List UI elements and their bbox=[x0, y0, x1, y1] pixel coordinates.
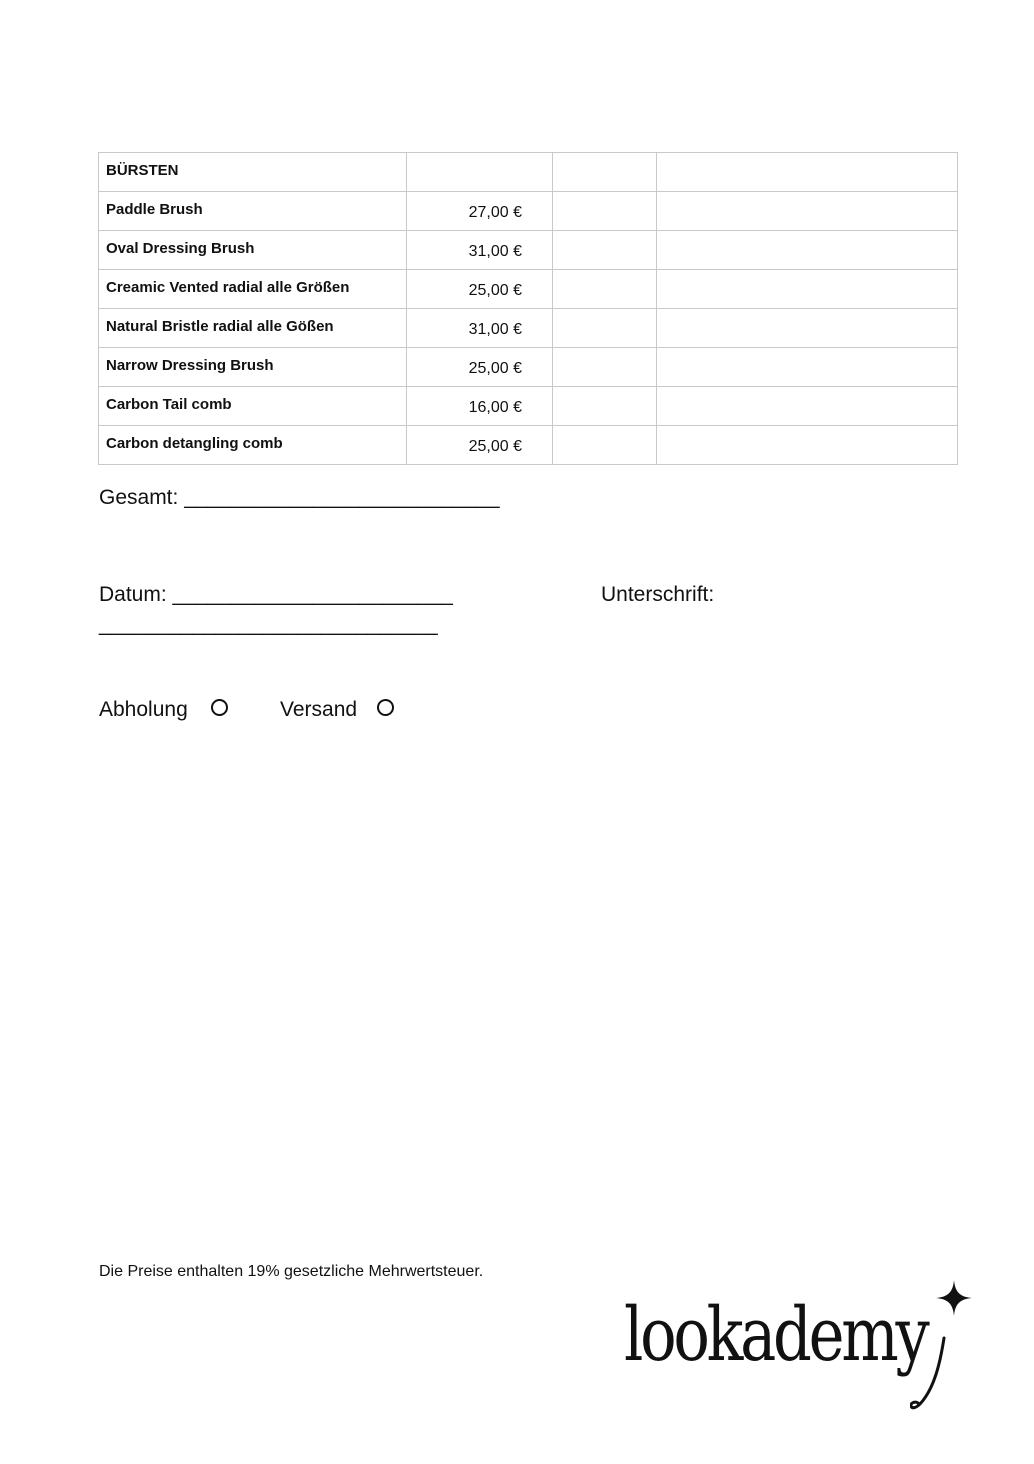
product-price: 16,00 € bbox=[407, 387, 553, 426]
notes-cell[interactable] bbox=[657, 309, 958, 348]
price-cell bbox=[407, 153, 553, 192]
table-row bbox=[99, 348, 958, 387]
signature-line[interactable]: _____________________________ bbox=[99, 613, 438, 636]
notes-cell[interactable] bbox=[657, 192, 958, 231]
table-row bbox=[99, 231, 958, 270]
shipping-label: Versand bbox=[280, 698, 358, 721]
date-field[interactable]: Datum: ________________________ bbox=[99, 583, 453, 606]
shipping-radio[interactable] bbox=[377, 699, 394, 716]
quantity-cell[interactable] bbox=[553, 270, 657, 309]
logo-descender-swash bbox=[910, 1334, 950, 1412]
product-name: Creamic Vented radial alle Größen bbox=[99, 270, 407, 309]
quantity-cell[interactable] bbox=[553, 387, 657, 426]
product-name: Natural Bristle radial alle Gößen bbox=[99, 309, 407, 348]
total-field[interactable]: Gesamt: ___________________________ bbox=[99, 486, 500, 509]
product-name: Oval Dressing Brush bbox=[99, 231, 407, 270]
product-price: 27,00 € bbox=[407, 192, 553, 231]
four-point-star-icon bbox=[936, 1280, 972, 1316]
notes-cell[interactable] bbox=[657, 231, 958, 270]
quantity-cell bbox=[553, 153, 657, 192]
product-name: Carbon detangling comb bbox=[99, 426, 407, 465]
price-table bbox=[98, 152, 958, 465]
table-row bbox=[99, 426, 958, 465]
product-price: 25,00 € bbox=[407, 270, 553, 309]
product-price: 31,00 € bbox=[407, 309, 553, 348]
product-price: 25,00 € bbox=[407, 426, 553, 465]
table-header-row bbox=[99, 153, 958, 192]
product-price: 31,00 € bbox=[407, 231, 553, 270]
category-heading: BÜRSTEN bbox=[99, 153, 407, 192]
notes-cell[interactable] bbox=[657, 426, 958, 465]
quantity-cell[interactable] bbox=[553, 426, 657, 465]
lookademy-logo bbox=[624, 1278, 974, 1413]
tax-note: Die Preise enthalten 19% gesetzliche Mehrwertsteuer. bbox=[99, 1263, 484, 1280]
signature-label: Unterschrift: bbox=[601, 583, 715, 606]
product-name: Paddle Brush bbox=[99, 192, 407, 231]
pickup-label: Abholung bbox=[99, 698, 188, 721]
notes-cell[interactable] bbox=[657, 387, 958, 426]
product-name: Carbon Tail comb bbox=[99, 387, 407, 426]
product-name: Narrow Dressing Brush bbox=[99, 348, 407, 387]
product-price: 25,00 € bbox=[407, 348, 553, 387]
quantity-cell[interactable] bbox=[553, 309, 657, 348]
table-row bbox=[99, 309, 958, 348]
notes-cell bbox=[657, 153, 958, 192]
notes-cell[interactable] bbox=[657, 270, 958, 309]
table-row bbox=[99, 387, 958, 426]
notes-cell[interactable] bbox=[657, 348, 958, 387]
quantity-cell[interactable] bbox=[553, 231, 657, 270]
table-row bbox=[99, 192, 958, 231]
pickup-radio[interactable] bbox=[211, 699, 228, 716]
table-row bbox=[99, 270, 958, 309]
logo-wordmark: lookademy bbox=[624, 1292, 927, 1378]
quantity-cell[interactable] bbox=[553, 348, 657, 387]
quantity-cell[interactable] bbox=[553, 192, 657, 231]
